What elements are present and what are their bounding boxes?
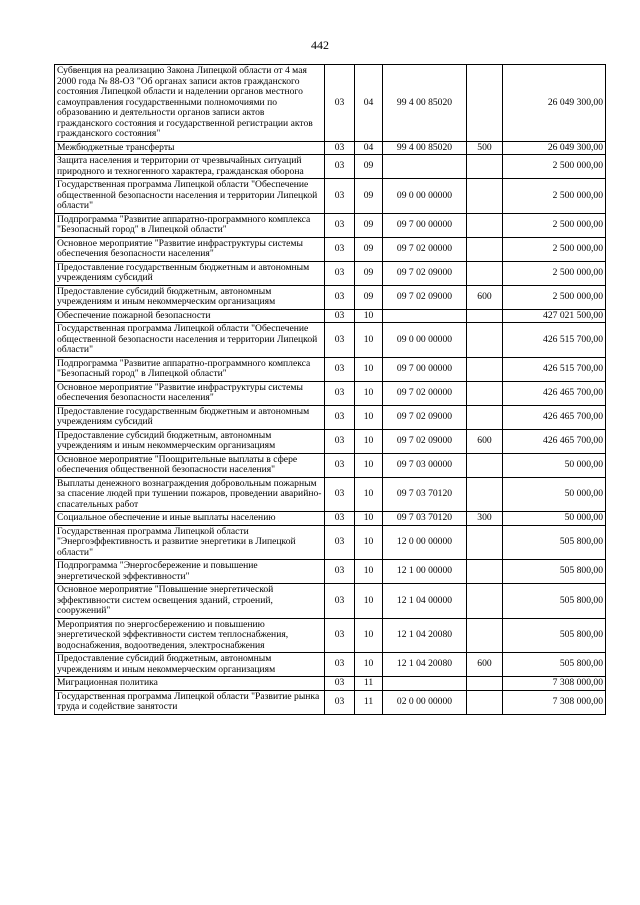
row-section-code: 03 xyxy=(325,477,355,512)
row-expense-type-code xyxy=(467,525,503,560)
row-section-code: 03 xyxy=(325,285,355,309)
row-expense-type-code xyxy=(467,677,503,691)
row-amount: 7 308 000,00 xyxy=(503,690,606,714)
row-amount: 2 500 000,00 xyxy=(503,179,606,214)
row-expense-type-code xyxy=(467,584,503,619)
row-name: Предоставление государственным бюджетным и автономным учреждениям субсидий xyxy=(55,405,325,429)
row-section-code: 03 xyxy=(325,690,355,714)
row-subsection-code: 09 xyxy=(355,155,383,179)
row-target-article-code: 09 0 00 00000 xyxy=(383,323,467,358)
row-target-article-code: 09 7 00 00000 xyxy=(383,213,467,237)
row-expense-type-code: 600 xyxy=(467,653,503,677)
row-section-code: 03 xyxy=(325,405,355,429)
row-subsection-code: 10 xyxy=(355,381,383,405)
row-target-article-code xyxy=(383,309,467,323)
row-expense-type-code xyxy=(467,453,503,477)
row-subsection-code: 10 xyxy=(355,309,383,323)
row-subsection-code: 10 xyxy=(355,618,383,653)
budget-table-body xyxy=(55,65,606,715)
row-target-article-code: 02 0 00 00000 xyxy=(383,690,467,714)
row-target-article-code: 09 7 03 00000 xyxy=(383,453,467,477)
row-amount: 2 500 000,00 xyxy=(503,285,606,309)
row-target-article-code: 99 4 00 85020 xyxy=(383,141,467,155)
row-amount: 50 000,00 xyxy=(503,477,606,512)
row-subsection-code: 04 xyxy=(355,65,383,142)
row-target-article-code: 09 7 03 70120 xyxy=(383,512,467,526)
row-name: Основное мероприятие "Развитие инфраструктуры системы обеспечения безопасности населения" xyxy=(55,381,325,405)
row-name: Подпрограмма "Энергосбережение и повышение энергетической эффективности" xyxy=(55,560,325,584)
page-number: 442 xyxy=(311,38,329,52)
row-subsection-code: 10 xyxy=(355,584,383,619)
row-amount: 26 049 300,00 xyxy=(503,65,606,142)
row-section-code: 03 xyxy=(325,381,355,405)
row-name: Основное мероприятие "Развитие инфраструктуры системы обеспечения безопасности населения" xyxy=(55,237,325,261)
row-subsection-code: 11 xyxy=(355,690,383,714)
row-name: Социальное обеспечение и иные выплаты населению xyxy=(55,512,325,526)
row-target-article-code: 12 1 04 00000 xyxy=(383,584,467,619)
row-section-code: 03 xyxy=(325,453,355,477)
row-amount: 2 500 000,00 xyxy=(503,237,606,261)
row-section-code: 03 xyxy=(325,261,355,285)
row-expense-type-code xyxy=(467,618,503,653)
row-section-code: 03 xyxy=(325,512,355,526)
row-amount: 26 049 300,00 xyxy=(503,141,606,155)
row-subsection-code: 10 xyxy=(355,357,383,381)
table-row xyxy=(55,525,606,560)
row-amount: 426 465 700,00 xyxy=(503,405,606,429)
row-name: Основное мероприятие "Поощрительные выплаты в сфере обеспечения общественной безопасности населения" xyxy=(55,453,325,477)
row-expense-type-code: 300 xyxy=(467,512,503,526)
row-amount: 2 500 000,00 xyxy=(503,155,606,179)
row-section-code: 03 xyxy=(325,653,355,677)
row-section-code: 03 xyxy=(325,560,355,584)
row-subsection-code: 10 xyxy=(355,323,383,358)
row-amount: 505 800,00 xyxy=(503,653,606,677)
row-expense-type-code: 600 xyxy=(467,285,503,309)
row-target-article-code xyxy=(383,677,467,691)
table-row xyxy=(55,237,606,261)
table-row xyxy=(55,155,606,179)
row-section-code: 03 xyxy=(325,155,355,179)
row-target-article-code: 09 7 00 00000 xyxy=(383,357,467,381)
row-target-article-code: 99 4 00 85020 xyxy=(383,65,467,142)
table-row xyxy=(55,179,606,214)
row-section-code: 03 xyxy=(325,677,355,691)
row-expense-type-code xyxy=(467,179,503,214)
row-name: Миграционная политика xyxy=(55,677,325,691)
row-section-code: 03 xyxy=(325,357,355,381)
row-target-article-code: 09 7 02 00000 xyxy=(383,381,467,405)
row-amount: 426 465 700,00 xyxy=(503,381,606,405)
row-name: Межбюджетные трансферты xyxy=(55,141,325,155)
row-subsection-code: 04 xyxy=(355,141,383,155)
table-row xyxy=(55,357,606,381)
row-subsection-code: 09 xyxy=(355,261,383,285)
row-expense-type-code xyxy=(467,323,503,358)
row-amount: 7 308 000,00 xyxy=(503,677,606,691)
row-section-code: 03 xyxy=(325,309,355,323)
row-expense-type-code: 500 xyxy=(467,141,503,155)
row-subsection-code: 10 xyxy=(355,453,383,477)
table-row xyxy=(55,261,606,285)
row-expense-type-code xyxy=(467,560,503,584)
table-row xyxy=(55,584,606,619)
table-row xyxy=(55,560,606,584)
row-name: Подпрограмма "Развитие аппаратно-программного комплекса "Безопасный город" в Липецкой области" xyxy=(55,357,325,381)
row-target-article-code: 09 0 00 00000 xyxy=(383,179,467,214)
row-expense-type-code xyxy=(467,381,503,405)
row-amount: 426 515 700,00 xyxy=(503,357,606,381)
row-target-article-code: 09 7 02 09000 xyxy=(383,405,467,429)
row-amount: 505 800,00 xyxy=(503,525,606,560)
row-target-article-code: 12 1 00 00000 xyxy=(383,560,467,584)
row-subsection-code: 10 xyxy=(355,429,383,453)
table-row xyxy=(55,618,606,653)
table-row xyxy=(55,690,606,714)
row-section-code: 03 xyxy=(325,323,355,358)
table-row xyxy=(55,213,606,237)
row-name: Предоставление субсидий бюджетным, автономным учреждениям и иным некоммерческим организациям xyxy=(55,653,325,677)
row-expense-type-code xyxy=(467,213,503,237)
row-amount: 505 800,00 xyxy=(503,584,606,619)
table-row xyxy=(55,429,606,453)
row-amount: 505 800,00 xyxy=(503,618,606,653)
row-amount: 2 500 000,00 xyxy=(503,261,606,285)
row-name: Предоставление субсидий бюджетным, автономным учреждениям и иным некоммерческим организациям xyxy=(55,429,325,453)
row-amount: 426 465 700,00 xyxy=(503,429,606,453)
row-expense-type-code xyxy=(467,357,503,381)
row-amount: 505 800,00 xyxy=(503,560,606,584)
row-expense-type-code xyxy=(467,261,503,285)
row-expense-type-code xyxy=(467,309,503,323)
row-name: Государственная программа Липецкой области "Обеспечение общественной безопасности населения и территории Липецкой области" xyxy=(55,179,325,214)
row-name: Предоставление субсидий бюджетным, автономным учреждениям и иным некоммерческим организациям xyxy=(55,285,325,309)
row-section-code: 03 xyxy=(325,65,355,142)
row-expense-type-code xyxy=(467,237,503,261)
row-name: Государственная программа Липецкой области "Энергоэффективность и развитие энергетики в Липецкой области" xyxy=(55,525,325,560)
row-subsection-code: 10 xyxy=(355,477,383,512)
row-amount: 50 000,00 xyxy=(503,512,606,526)
table-row xyxy=(55,141,606,155)
row-target-article-code xyxy=(383,155,467,179)
row-target-article-code: 09 7 02 09000 xyxy=(383,285,467,309)
table-row xyxy=(55,477,606,512)
row-amount: 2 500 000,00 xyxy=(503,213,606,237)
row-expense-type-code xyxy=(467,690,503,714)
row-name: Предоставление государственным бюджетным и автономным учреждениям субсидий xyxy=(55,261,325,285)
row-name: Подпрограмма "Развитие аппаратно-программного комплекса "Безопасный город" в Липецкой области" xyxy=(55,213,325,237)
row-name: Основное мероприятие "Повышение энергетической эффективности систем освещения зданий, строений, сооружений" xyxy=(55,584,325,619)
budget-table xyxy=(54,64,606,715)
row-target-article-code: 09 7 02 00000 xyxy=(383,237,467,261)
table-row xyxy=(55,285,606,309)
table-row xyxy=(55,453,606,477)
row-name: Выплаты денежного вознаграждения добровольным пожарным за спасение людей при тушении пожаров, проведении аварийно-спасательных работ xyxy=(55,477,325,512)
row-target-article-code: 12 1 04 20080 xyxy=(383,618,467,653)
row-amount: 50 000,00 xyxy=(503,453,606,477)
row-section-code: 03 xyxy=(325,141,355,155)
row-expense-type-code xyxy=(467,405,503,429)
row-section-code: 03 xyxy=(325,179,355,214)
table-row xyxy=(55,405,606,429)
row-expense-type-code: 600 xyxy=(467,429,503,453)
row-section-code: 03 xyxy=(325,429,355,453)
row-name: Субвенция на реализацию Закона Липецкой области от 4 мая 2000 года № 88-ОЗ "Об органах записи актов гражданского состояния Липецкой области и наделении органов местного самоуправления государственными полномочиями по образованию и деятельности органов записи актов гражданского состояния и государственной регистрации актов гражданского состояния" xyxy=(55,65,325,142)
row-subsection-code: 09 xyxy=(355,213,383,237)
row-section-code: 03 xyxy=(325,213,355,237)
row-section-code: 03 xyxy=(325,584,355,619)
row-target-article-code: 09 7 02 09000 xyxy=(383,261,467,285)
row-expense-type-code xyxy=(467,155,503,179)
row-target-article-code: 09 7 02 09000 xyxy=(383,429,467,453)
row-subsection-code: 09 xyxy=(355,237,383,261)
row-name: Мероприятия по энергосбережению и повышению энергетической эффективности систем теплоснабжения, водоснабжения, водоотведения, электроснабжения xyxy=(55,618,325,653)
table-row xyxy=(55,512,606,526)
row-target-article-code: 12 0 00 00000 xyxy=(383,525,467,560)
row-name: Государственная программа Липецкой области "Обеспечение общественной безопасности населения и территории Липецкой области" xyxy=(55,323,325,358)
row-name: Обеспечение пожарной безопасности xyxy=(55,309,325,323)
row-amount: 427 021 500,00 xyxy=(503,309,606,323)
row-subsection-code: 09 xyxy=(355,179,383,214)
row-section-code: 03 xyxy=(325,525,355,560)
row-section-code: 03 xyxy=(325,237,355,261)
row-expense-type-code xyxy=(467,477,503,512)
row-subsection-code: 10 xyxy=(355,405,383,429)
row-subsection-code: 10 xyxy=(355,653,383,677)
row-name: Государственная программа Липецкой области "Развитие рынка труда и содействие занятости xyxy=(55,690,325,714)
row-target-article-code: 12 1 04 20080 xyxy=(383,653,467,677)
row-name: Защита населения и территории от чрезвычайных ситуаций природного и техногенного характера, гражданская оборона xyxy=(55,155,325,179)
row-target-article-code: 09 7 03 70120 xyxy=(383,477,467,512)
row-expense-type-code xyxy=(467,65,503,142)
row-subsection-code: 09 xyxy=(355,285,383,309)
row-subsection-code: 10 xyxy=(355,525,383,560)
table-row xyxy=(55,309,606,323)
table-row xyxy=(55,677,606,691)
table-row xyxy=(55,323,606,358)
row-subsection-code: 11 xyxy=(355,677,383,691)
table-row xyxy=(55,65,606,142)
table-row xyxy=(55,653,606,677)
row-section-code: 03 xyxy=(325,618,355,653)
table-row xyxy=(55,381,606,405)
row-amount: 426 515 700,00 xyxy=(503,323,606,358)
row-subsection-code: 10 xyxy=(355,560,383,584)
row-subsection-code: 10 xyxy=(355,512,383,526)
